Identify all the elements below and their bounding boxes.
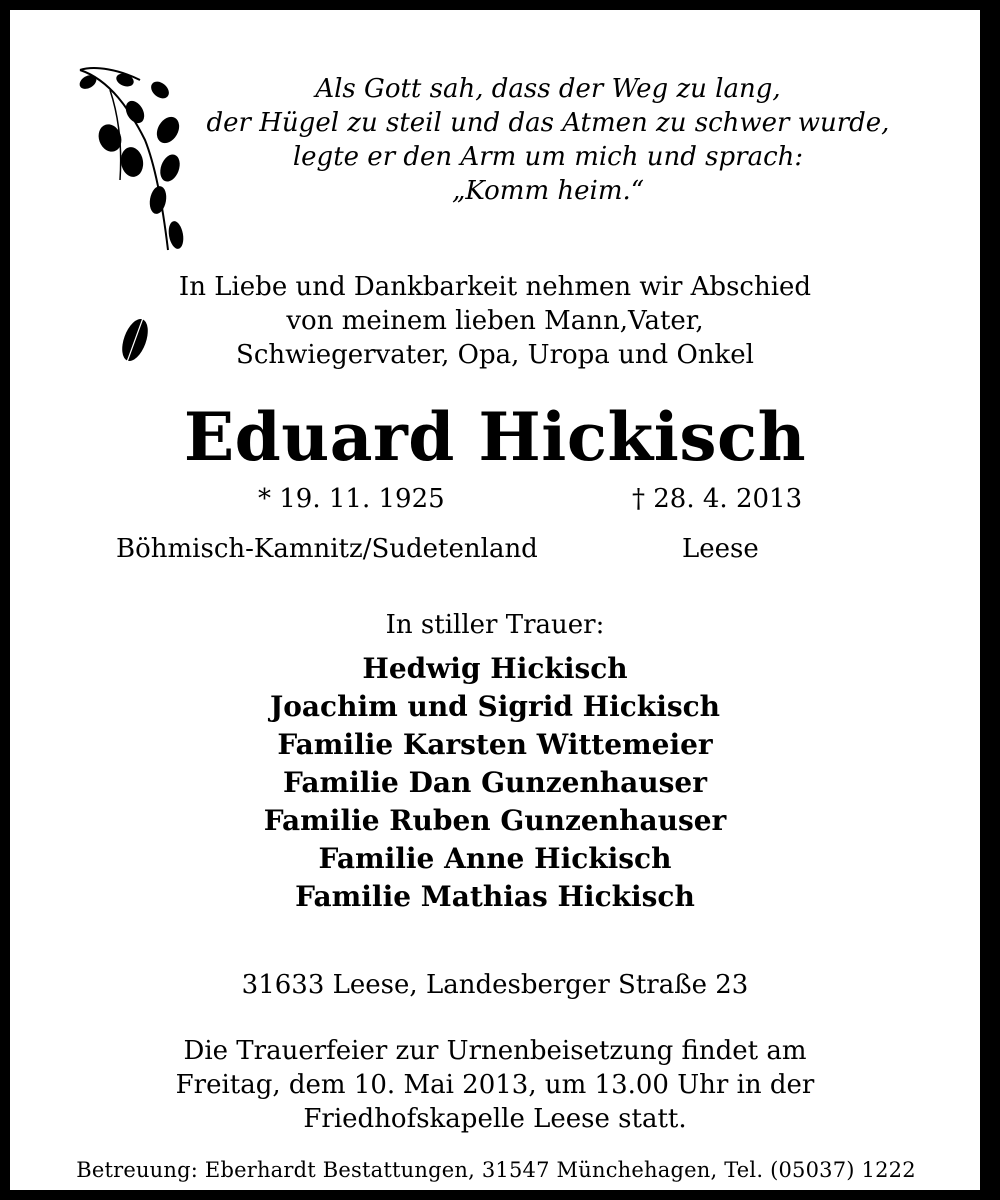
- deceased-name: Eduard Hickisch: [183, 398, 807, 476]
- mourner-name: Familie Ruben Gunzenhauser: [263, 804, 727, 837]
- intro-line-2: von meinem lieben Mann,Vater,: [286, 306, 704, 336]
- birth-place: Böhmisch-Kamnitz/Sudetenland: [116, 534, 538, 564]
- service-line-1: Die Trauerfeier zur Urnenbeisetzung findet am: [183, 1036, 807, 1066]
- mourners-heading: In stiller Trauer:: [385, 610, 605, 640]
- mourner-name: Familie Karsten Wittemeier: [277, 728, 713, 761]
- funeral-home-footer: Betreuung: Eberhardt Bestattungen, 31547 Münchehagen, Tel. (05037) 1222: [66, 1154, 926, 1186]
- mourner-name: Familie Mathias Hickisch: [295, 880, 695, 913]
- poem-line-4: „Komm heim.“: [451, 176, 645, 206]
- intro-line-3: Schwiegervater, Opa, Uropa und Onkel: [236, 340, 754, 370]
- death-place: Leese: [682, 534, 759, 564]
- poem-line-1: Als Gott sah, dass der Weg zu lang,: [315, 74, 781, 104]
- mourner-name: Familie Dan Gunzenhauser: [282, 766, 707, 799]
- mourner-name: Joachim und Sigrid Hickisch: [269, 690, 721, 723]
- service-line-2: Freitag, dem 10. Mai 2013, um 13.00 Uhr in der: [175, 1070, 815, 1100]
- mourner-name: Familie Anne Hickisch: [318, 842, 672, 875]
- poem-line-3: legte er den Arm um mich und sprach:: [292, 142, 804, 172]
- poem-line-2: der Hügel zu steil und das Atmen zu schwer wurde,: [206, 108, 890, 138]
- mourner-name: Hedwig Hickisch: [362, 652, 628, 685]
- address: 31633 Leese, Landesberger Straße 23: [241, 970, 749, 1000]
- death-date: † 28. 4. 2013: [632, 484, 803, 514]
- intro-line-1: In Liebe und Dankbarkeit nehmen wir Abschied: [178, 272, 812, 302]
- obituary-notice: [10, 10, 980, 1190]
- service-line-3: Friedhofskapelle Leese statt.: [303, 1104, 687, 1134]
- birth-date: * 19. 11. 1925: [258, 484, 445, 514]
